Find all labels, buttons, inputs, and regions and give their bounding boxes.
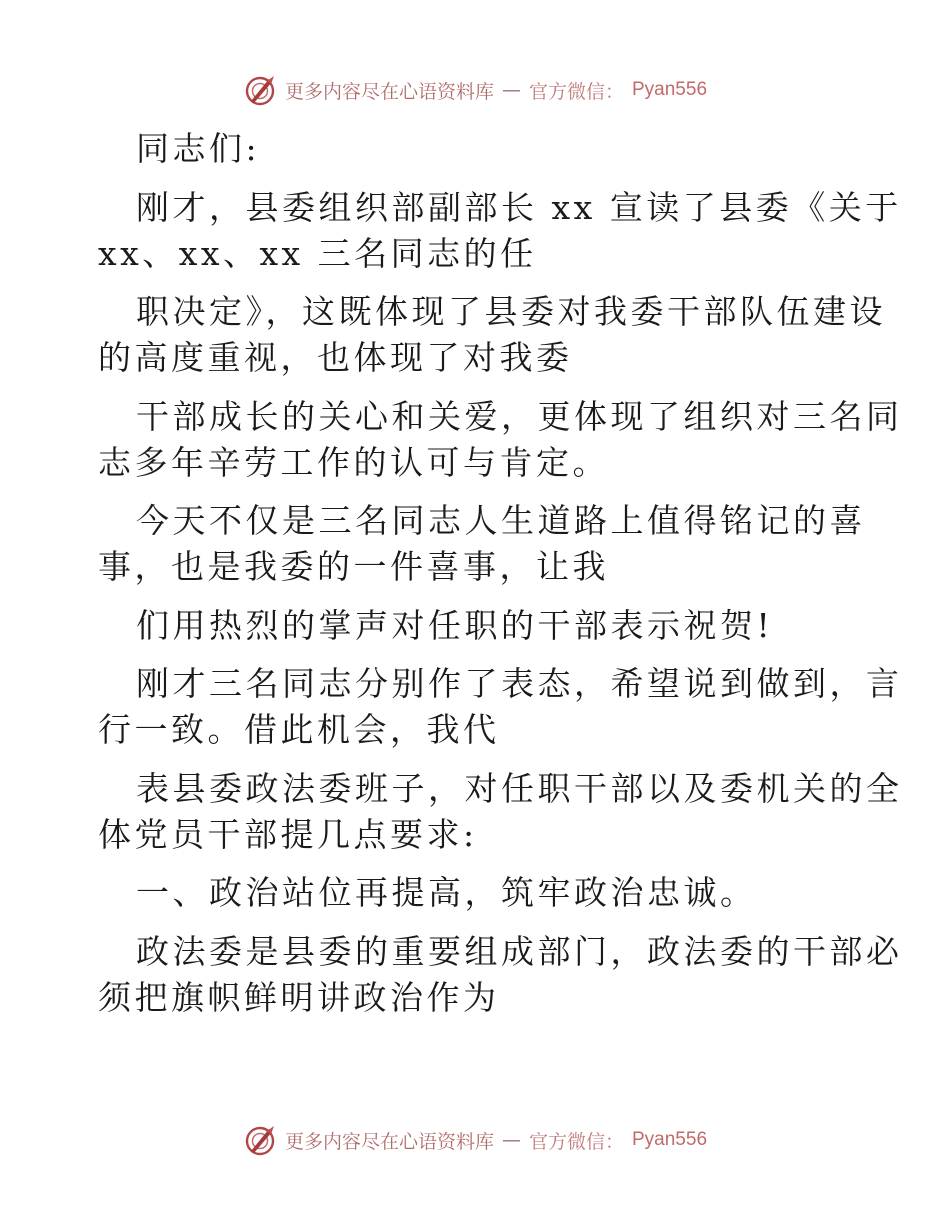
banner-wechat-handle: Pyan556	[632, 1129, 708, 1150]
paragraph-line: 志多年辛劳工作的认可与肯定。	[98, 442, 609, 482]
paragraph-line: 职决定》，这既体现了县委对我委干部队伍建设	[136, 292, 886, 331]
paragraph-line: 刚才三名同志分别作了表态，希望说到做到，言	[136, 664, 903, 703]
paragraph-line: 表县委政法委班子，对任职干部以及委机关的全	[136, 768, 903, 808]
paragraph-line: 政法委是县委的重要组成部门，政法委的干部必	[136, 931, 903, 971]
section-heading: 一、政治站位再提高，筑牢政治忠诚。	[136, 873, 757, 912]
banner-separator: —	[501, 79, 521, 101]
paragraph-line: 的高度重视，也体现了对我委	[98, 338, 573, 377]
document-body	[98, 126, 903, 1021]
banner-wechat-label: 官方微信：	[528, 80, 624, 103]
paragraph-line: 事，也是我委的一件喜事，让我	[98, 547, 609, 586]
banner-wechat-handle: Pyan556	[632, 79, 708, 100]
quill-pen-logo-icon	[243, 73, 277, 107]
paragraph-line: 须把旗帜鲜明讲政治作为	[98, 977, 500, 1017]
banner-wechat-label: 官方微信：	[528, 1130, 624, 1153]
banner-main-text: 更多内容尽在心语资料库	[284, 80, 494, 103]
footer-watermark-banner	[0, 1120, 950, 1160]
paragraph-line: 今天不仅是三名同志人生道路上值得铭记的喜	[136, 501, 866, 540]
paragraph-line: 们用热烈的掌声对任职的干部表示祝贺!	[136, 605, 774, 645]
paragraph-line: 干部成长的关心和关爱，更体现了组织对三名同	[136, 396, 903, 436]
paragraph-line: 刚才，县委组织部副部长 xx 宣读了县委《关于	[136, 187, 902, 227]
header-watermark-banner	[0, 70, 950, 110]
paragraph-line: 体党员干部提几点要求:	[98, 814, 478, 854]
quill-pen-logo-icon	[243, 1123, 277, 1157]
paragraph-line: 行一致。借此机会，我代	[98, 710, 500, 749]
paragraph-line: xx、xx、xx 三名同志的任	[98, 233, 537, 273]
banner-main-text: 更多内容尽在心语资料库	[284, 1130, 494, 1153]
banner-separator: —	[501, 1129, 521, 1151]
salutation: 同志们:	[136, 129, 261, 168]
